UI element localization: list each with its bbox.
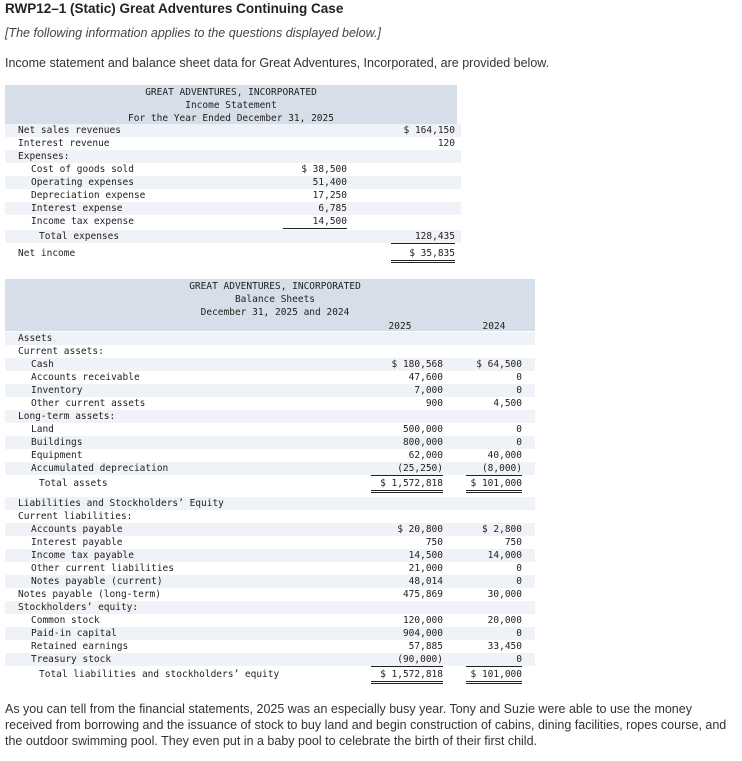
- income-row: [5, 202, 461, 215]
- balance-row-label: Notes payable (current): [31, 576, 163, 587]
- income-statement-title: Income Statement: [185, 100, 277, 111]
- balance-row-label: Other current assets: [31, 398, 146, 409]
- balance-row: [5, 614, 535, 627]
- amount-2024: 0: [516, 576, 522, 587]
- income-row-label: Income tax expense: [31, 216, 134, 227]
- income-total-amount: $ 35,835: [391, 247, 455, 263]
- balance-company-name: GREAT ADVENTURES, INCORPORATED: [189, 281, 361, 292]
- balance-row: [5, 549, 535, 562]
- balance-row-label: Income tax payable: [31, 550, 134, 561]
- income-statement-period: For the Year Ended December 31, 2025: [128, 113, 334, 124]
- balance-row: [5, 371, 535, 384]
- income-row-label: Interest expense: [31, 203, 123, 214]
- balance-row: [5, 345, 535, 358]
- balance-row-label: Accounts payable: [31, 524, 123, 535]
- amount-2024: 33,450: [487, 641, 522, 652]
- income-row: [5, 176, 461, 189]
- amount-2025: (25,250): [371, 462, 443, 476]
- amount-2025: 120,000: [402, 615, 443, 626]
- balance-row: [5, 668, 535, 681]
- balance-row-label: Notes payable (long-term): [18, 589, 161, 600]
- balance-sheet-period: December 31, 2025 and 2024: [200, 307, 350, 318]
- income-row: [5, 163, 461, 176]
- balance-row-label: Retained earnings: [31, 641, 129, 652]
- income-row-label: Operating expenses: [31, 177, 134, 188]
- amount-2024: 14,000: [487, 550, 522, 561]
- amount-2024: 0: [466, 653, 522, 667]
- amount-2024: 0: [516, 628, 522, 639]
- amount-2025: 62,000: [408, 450, 443, 461]
- amount-2025: 14,500: [408, 550, 443, 561]
- balance-row: [5, 462, 535, 475]
- amount-2025: 800,000: [402, 437, 443, 448]
- income-row: [5, 150, 461, 163]
- income-row: [5, 247, 461, 260]
- balance-row: [5, 397, 535, 410]
- balance-row-label: Total liabilities and stockholders’ equity: [39, 669, 280, 680]
- income-row-label: Net sales revenues: [18, 125, 121, 136]
- balance-row-label: Inventory: [31, 385, 83, 396]
- balance-row-label: Cash: [31, 359, 54, 370]
- income-total-amount: 128,435: [391, 230, 455, 244]
- amount-2025: $ 180,568: [391, 359, 443, 370]
- income-expense-amount: 17,250: [312, 190, 347, 201]
- amount-2024: 0: [516, 437, 522, 448]
- intro-text: Income statement and balance sheet data for Great Adventures, Incorporated, are provided below.: [5, 56, 550, 70]
- balance-row-label: Paid-in capital: [31, 628, 117, 639]
- balance-row-label: Total assets: [39, 478, 108, 489]
- amount-2024: 0: [516, 385, 522, 396]
- income-row: [5, 137, 461, 150]
- amount-2024: $ 2,800: [481, 524, 522, 535]
- amount-2025: 47,600: [408, 372, 443, 383]
- income-expense-amount: 51,400: [312, 177, 347, 188]
- amount-2024: 20,000: [487, 615, 522, 626]
- balance-row: [5, 588, 535, 601]
- balance-row-label: Treasury stock: [31, 654, 112, 665]
- income-total-amount: $ 164,150: [403, 125, 455, 136]
- balance-row: [5, 477, 535, 490]
- balance-row-label: Land: [31, 424, 54, 435]
- amount-2024: $ 64,500: [476, 359, 522, 370]
- amount-2025: 900: [425, 398, 443, 409]
- balance-row-label: Other current liabilities: [31, 563, 174, 574]
- balance-row-label: Accounts receivable: [31, 372, 140, 383]
- income-expense-amount: $ 38,500: [301, 164, 347, 175]
- balance-row: [5, 332, 535, 345]
- amount-2024: 40,000: [487, 450, 522, 461]
- amount-2024: 30,000: [487, 589, 522, 600]
- balance-row-label: Current assets:: [18, 346, 104, 357]
- balance-row-label: Stockholders’ equity:: [18, 602, 139, 613]
- balance-row-label: Common stock: [31, 615, 100, 626]
- balance-row: [5, 384, 535, 397]
- balance-row: [5, 497, 535, 510]
- amount-2025: $ 20,800: [397, 524, 443, 535]
- amount-2024: $ 101,000: [466, 477, 522, 493]
- balance-row: [5, 601, 535, 614]
- income-row: [5, 215, 461, 228]
- balance-row: [5, 510, 535, 523]
- amount-2024: 0: [516, 563, 522, 574]
- balance-row: [5, 358, 535, 371]
- amount-2024: 0: [516, 424, 522, 435]
- balance-row-label: Interest payable: [31, 537, 123, 548]
- amount-2025: 7,000: [414, 385, 443, 396]
- balance-row: [5, 536, 535, 549]
- income-row-label: Depreciation expense: [31, 190, 146, 201]
- income-row: [5, 230, 461, 243]
- income-row-label: Interest revenue: [18, 138, 110, 149]
- balance-row: [5, 653, 535, 666]
- amount-2025: $ 1,572,818: [371, 668, 443, 684]
- amount-2025: 48,014: [408, 576, 443, 587]
- amount-2025: 500,000: [402, 424, 443, 435]
- balance-row: [5, 627, 535, 640]
- balance-row: [5, 423, 535, 436]
- balance-row: [5, 410, 535, 423]
- income-row: [5, 124, 461, 137]
- amount-2024: 750: [504, 537, 522, 548]
- balance-row-label: Assets: [18, 333, 53, 344]
- case-narrative: As you can tell from the financial statements, 2025 was an especially busy year. Tony and Suzie were able to use the money received from borrowing and the issuance of stock to buy land and begin construction of cabins, dining facilities, ropes course, and the outdoor swimming pool. They even put in a baby pool to celebrate the birth of their first child.: [5, 702, 727, 748]
- amount-2025: 57,885: [408, 641, 443, 652]
- income-row-label: Expenses:: [18, 151, 70, 162]
- income-expense-amount: 14,500: [283, 215, 347, 229]
- amount-2024: 0: [516, 372, 522, 383]
- balance-row: [5, 562, 535, 575]
- amount-2024: $ 101,000: [466, 668, 522, 684]
- balance-row-label: Long-term assets:: [18, 411, 116, 422]
- amount-2025: 750: [425, 537, 443, 548]
- income-row-label: Cost of goods sold: [31, 164, 134, 175]
- column-header-2025: 2025: [388, 321, 412, 332]
- income-expense-amount: 6,785: [318, 203, 347, 214]
- balance-row-label: Liabilities and Stockholders’ Equity: [18, 498, 224, 509]
- amount-2025: 904,000: [402, 628, 443, 639]
- page-title: RWP12–1 (Static) Great Adventures Continuing Case: [5, 1, 344, 16]
- income-total-amount: 120: [437, 138, 455, 149]
- instruction-note: [The following information applies to the questions displayed below.]: [5, 26, 381, 40]
- balance-row-label: Current liabilities:: [18, 511, 133, 522]
- amount-2024: 4,500: [493, 398, 522, 409]
- income-row-label: Total expenses: [39, 231, 120, 242]
- income-row-label: Net income: [18, 248, 76, 259]
- balance-sheet-title: Balance Sheets: [234, 294, 316, 305]
- balance-row-label: Equipment: [31, 450, 83, 461]
- amount-2025: 475,869: [402, 589, 443, 600]
- amount-2025: $ 1,572,818: [371, 477, 443, 493]
- amount-2024: (8,000): [466, 462, 522, 476]
- balance-row: [5, 436, 535, 449]
- income-company-name: GREAT ADVENTURES, INCORPORATED: [145, 87, 317, 98]
- balance-row-label: Buildings: [31, 437, 83, 448]
- balance-row: [5, 575, 535, 588]
- column-header-2024: 2024: [482, 321, 506, 332]
- balance-row: [5, 523, 535, 536]
- balance-row: [5, 449, 535, 462]
- amount-2025: 21,000: [408, 563, 443, 574]
- balance-row-label: Accumulated depreciation: [31, 463, 169, 474]
- balance-row: [5, 640, 535, 653]
- income-row: [5, 189, 461, 202]
- amount-2025: (90,000): [371, 653, 443, 667]
